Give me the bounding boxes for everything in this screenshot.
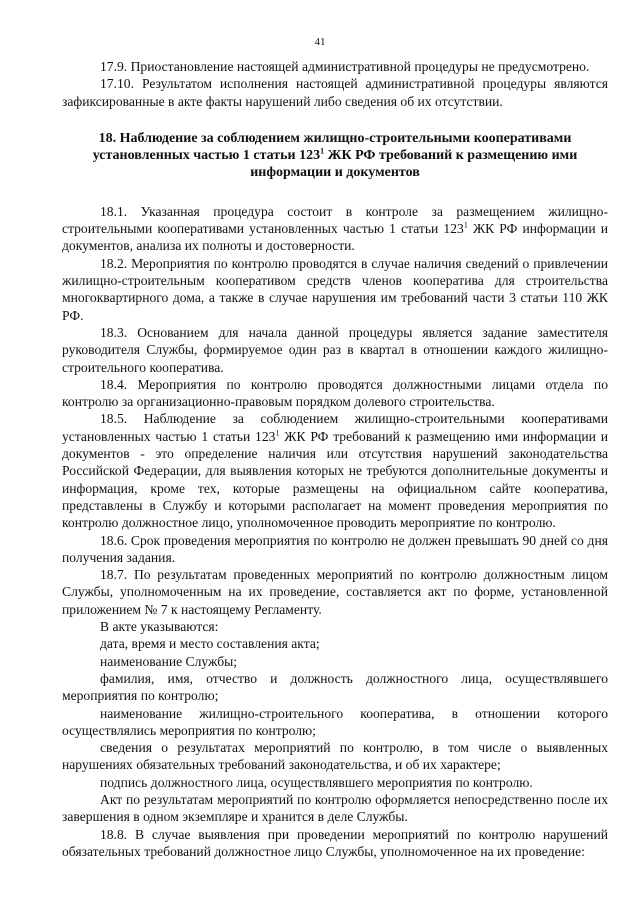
- paragraph-18-5-end: ЖК РФ требований к размещению ими информации и документов - это определение наличия или отсутствия нарушений законодательства Российской Федерации, для выявления которых не требуются дополнительные документы и информация, кроме тех, которые размещены на официальном сайте кооператива, представлены в Службу и которыми располагает на момент проведения мероприятия по контролю должностное лицо, уполномоченное проводить мероприятие по контролю.: [62, 428, 608, 531]
- act-note: Акт по результатам мероприятий по контролю оформляется непосредственно после их завершения в одном экземпляре и хранится в деле Службы.: [62, 791, 608, 825]
- paragraph-18-7: 18.7. По результатам проведенных мероприятий по контролю должностным лицом Службы, уполномоченным на их проведение, составляется акт по форме, установленной приложением № 7 к настоящему Регламенту.: [62, 567, 608, 617]
- paragraph-18-4: 18.4. Мероприятия по контролю проводятся должностными лицами отдела по контролю за организационно-правовым порядком долевого строительства.: [62, 376, 608, 410]
- act-item: наименование Службы;: [100, 653, 238, 669]
- paragraph-18-8: 18.8. В случае выявления при проведении мероприятий по контролю нарушений обязательных требований должностное лицо Службы, уполномоченное на их проведение:: [62, 826, 608, 859]
- paragraph-18-1: [62, 203, 608, 255]
- act-item: наименование жилищно-строительного кооператива, в отношении которого осуществлялись мероприятия по контролю;: [62, 705, 608, 738]
- page-number: 41: [314, 36, 326, 48]
- paragraph-17-10: 17.10. Результатом исполнения настоящей административной процедуры являются зафиксированные в акте факты нарушений либо сведения об их отсутствии.: [62, 76, 608, 109]
- act-item: сведения о результатах мероприятий по контролю, в том числе о выявленных нарушениях обязательных требований законодательства, и об их характере;: [62, 740, 608, 773]
- paragraph-17-9: 17.9. Приостановление настоящей административной процедуры не предусмотрено.: [100, 59, 590, 74]
- heading-superscript: 1: [320, 146, 325, 156]
- act-item: фамилия, имя, отчество и должность должностного лица, осуществлявшего мероприятия по контролю;: [62, 670, 608, 704]
- act-item: подпись должностного лица, осуществлявшего мероприятия по контролю.: [100, 774, 533, 790]
- document-body: [62, 58, 608, 860]
- section-heading-18: [62, 130, 608, 181]
- heading-line-2-end: ЖК РФ требований к размещению ими: [324, 147, 578, 163]
- act-intro: В акте указываются:: [100, 619, 219, 635]
- paragraph-18-3: 18.3. Основанием для начала данной процедуры является задание заместителя руководителя Службы, формируемое один раз в квартал в отношении каждого жилищно-строительного кооператива.: [62, 324, 608, 375]
- paragraph-18-5-start: 18.5. Наблюдение за соблюдением жилищно-строительными кооперативами установленных частью 1 статьи 123: [62, 411, 608, 444]
- paragraph-18-2: 18.2. Мероприятия по контролю проводятся в случае наличия сведений о привлечении жилищно-строительным кооперативом средств членов кооператива для строительства многоквартирного дома, а также в случае нарушения им требований части 3 статьи 110 ЖК РФ.: [62, 255, 608, 323]
- paragraph-18-5: [62, 410, 608, 531]
- act-item: дата, время и место составления акта;: [100, 636, 320, 652]
- paragraph-18-1-end: ЖК РФ информации и документов, анализа их полноты и достоверности.: [62, 221, 608, 254]
- heading-line-2-start: установленных частью 1 статьи 123: [92, 147, 321, 163]
- heading-line-3: информации и документов: [250, 164, 420, 180]
- paragraph-18-1-superscript: 1: [463, 220, 468, 230]
- paragraph-18-1-start: 18.1. Указанная процедура состоит в контроле за размещением жилищно-строительными кооперативами установленных частью 1 статьи 123: [62, 203, 608, 237]
- heading-line-1: 18. Наблюдение за соблюдением жилищно-строительными кооперативами: [98, 130, 572, 146]
- paragraph-18-5-superscript: 1: [275, 428, 280, 438]
- paragraph-18-6: 18.6. Срок проведения мероприятия по контролю не должен превышать 90 дней со дня получения задания.: [62, 532, 608, 565]
